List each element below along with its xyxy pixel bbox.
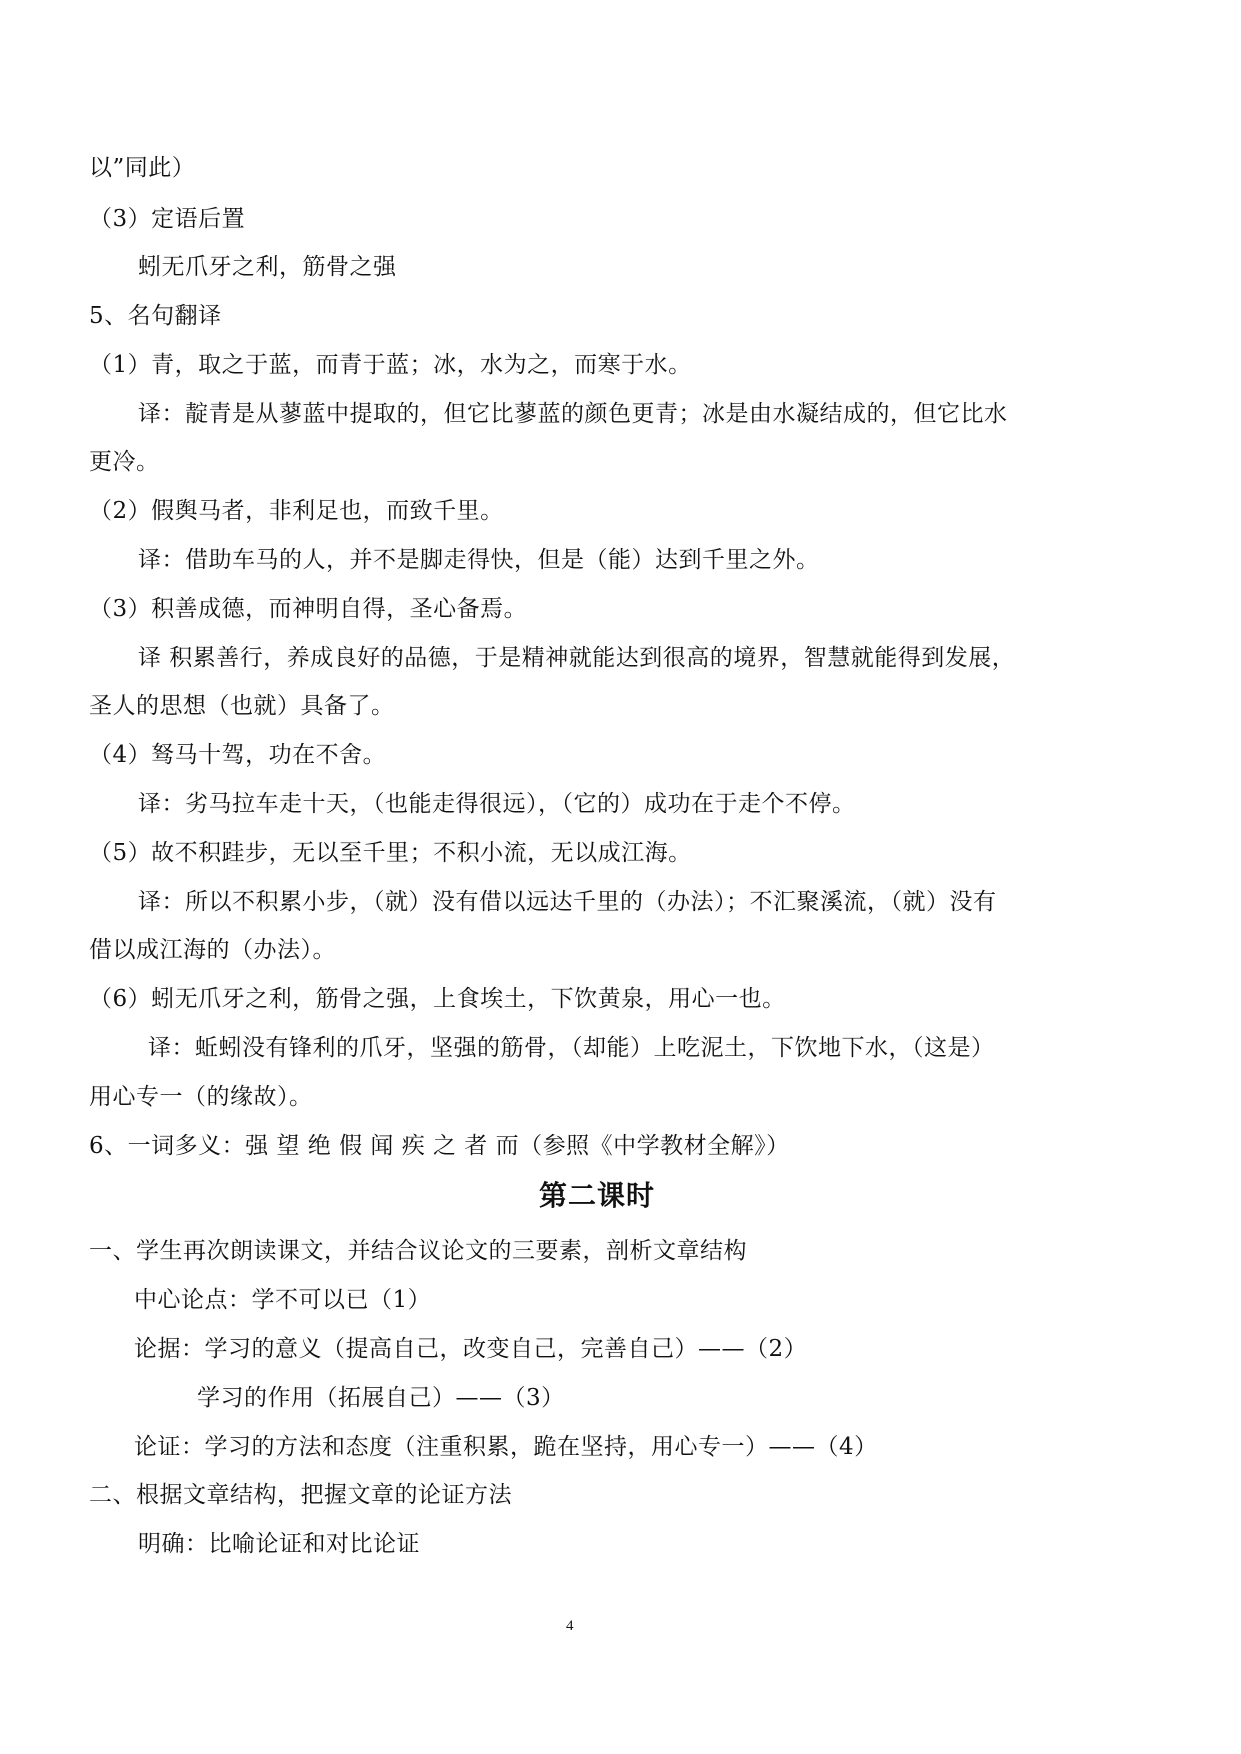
text-line: （6）蚓无爪牙之利，筋骨之强，上食埃土，下饮黄泉，用心一也。 xyxy=(89,986,786,1012)
text-line: （5）故不积跬步，无以至千里；不积小流，无以成江海。 xyxy=(89,840,692,866)
text-line: 以”同此） xyxy=(89,155,196,181)
translation-line: 译：所以不积累小步，（就）没有借以远达千里的（办法）；不汇聚溪流，（就）没有 xyxy=(138,889,997,915)
text-line: 论据：学习的意义（提高自己，改变自己，完善自己）——（2） xyxy=(134,1336,808,1362)
section-heading-5: 5、名句翻译 xyxy=(89,303,222,329)
text-line: （1）青，取之于蓝，而青于蓝；冰，水为之，而寒于水。 xyxy=(89,352,692,378)
text-line: （3）定语后置 xyxy=(89,206,246,232)
translation-line: 译 积累善行，养成良好的品德，于是精神就能达到很高的境界，智慧就能得到发展， xyxy=(138,645,1016,671)
text-line: 圣人的思想（也就）具备了。 xyxy=(89,693,395,719)
translation-line: 译：靛青是从蓼蓝中提取的，但它比蓼蓝的颜色更青；冰是由水凝结成的，但它比水 xyxy=(138,401,1008,427)
translation-line: 译：劣马拉车走十天，（也能走得很远），（它的）成功在于走个不停。 xyxy=(138,791,856,817)
text-line: 用心专一（的缘故）。 xyxy=(89,1084,313,1110)
text-line: 明确：比喻论证和对比论证 xyxy=(138,1531,420,1557)
text-line: （4）驽马十驾，功在不舍。 xyxy=(89,742,387,768)
translation-line: 译：借助车马的人，并不是脚走得快，但是（能）达到千里之外。 xyxy=(138,547,820,573)
lesson-heading: 第二课时 xyxy=(539,1179,656,1212)
text-line: （3）积善成德，而神明自得，圣心备焉。 xyxy=(89,596,528,622)
section-heading-6: 6、一词多义：强 望 绝 假 闻 疾 之 者 而（参照《中学教材全解》） xyxy=(89,1133,790,1159)
page-number: 4 xyxy=(566,1618,574,1634)
text-line: 论证：学习的方法和态度（注重积累，跪在坚持，用心专一）——（4） xyxy=(134,1434,878,1460)
text-line: （2）假舆马者，非利足也，而致千里。 xyxy=(89,498,504,524)
text-line: 更冷。 xyxy=(89,449,160,475)
text-line: 学习的作用（拓展自己）——（3） xyxy=(197,1385,565,1411)
translation-line: 译：蚯蚓没有锋利的爪牙，坚强的筋骨，（却能）上吃泥土，下饮地下水，（这是） xyxy=(148,1035,995,1061)
text-line: 二、根据文章结构，把握文章的论证方法 xyxy=(89,1482,512,1508)
text-line: 蚓无爪牙之利，筋骨之强 xyxy=(138,254,397,280)
text-line: 中心论点：学不可以已（1） xyxy=(134,1287,432,1313)
text-line: 借以成江海的（办法）。 xyxy=(89,937,336,963)
text-line: 一、学生再次朗读课文，并结合议论文的三要素，剖析文章结构 xyxy=(89,1238,747,1264)
